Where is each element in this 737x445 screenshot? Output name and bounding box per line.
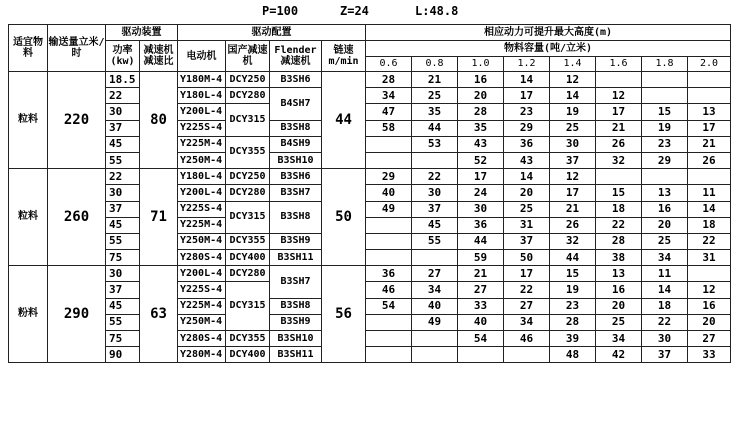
height-cell: 11 — [642, 266, 688, 282]
height-cell: 30 — [550, 136, 596, 152]
height-cell — [642, 169, 688, 185]
motor-cell: Y225M-4 — [178, 136, 226, 152]
height-cell: 20 — [458, 88, 504, 104]
height-cell: 28 — [366, 72, 412, 88]
height-cell: 37 — [550, 152, 596, 168]
table-row — [9, 250, 731, 266]
height-cell: 33 — [458, 298, 504, 314]
height-cell: 12 — [688, 282, 731, 298]
height-cell: 27 — [458, 282, 504, 298]
ratio-cell: 71 — [140, 169, 178, 266]
domestic-reducer-cell: DCY315 — [226, 104, 270, 136]
height-cell: 18 — [596, 201, 642, 217]
power-cell: 55 — [106, 233, 140, 249]
header-drive-device: 驱动装置 — [106, 25, 178, 41]
motor-cell: Y280S-4 — [178, 250, 226, 266]
height-cell: 54 — [458, 331, 504, 347]
table-row — [9, 217, 731, 233]
height-cell: 22 — [504, 282, 550, 298]
height-cell: 32 — [550, 233, 596, 249]
height-cell: 37 — [642, 347, 688, 363]
height-cell: 17 — [596, 104, 642, 120]
height-cell — [366, 347, 412, 363]
height-cell: 31 — [688, 250, 731, 266]
height-cell: 37 — [504, 233, 550, 249]
domestic-reducer-cell: DCY400 — [226, 347, 270, 363]
capacity-cell: 220 — [48, 72, 106, 169]
header-motor: 电动机 — [178, 41, 226, 72]
motor-cell: Y225S-4 — [178, 282, 226, 298]
height-cell: 19 — [642, 120, 688, 136]
height-cell: 25 — [596, 314, 642, 330]
height-cell: 42 — [596, 347, 642, 363]
height-cell: 31 — [504, 217, 550, 233]
height-cell — [688, 266, 731, 282]
height-cell: 44 — [550, 250, 596, 266]
height-cell: 44 — [412, 120, 458, 136]
height-cell: 25 — [412, 88, 458, 104]
height-cell: 28 — [596, 233, 642, 249]
height-cell: 38 — [596, 250, 642, 266]
height-cell: 14 — [688, 201, 731, 217]
height-cell: 46 — [504, 331, 550, 347]
height-cell: 21 — [412, 72, 458, 88]
motor-cell: Y280S-4 — [178, 331, 226, 347]
height-cell: 29 — [366, 169, 412, 185]
height-cell: 29 — [504, 120, 550, 136]
header-max-height: 相应动力可提升最大高度(m) — [366, 25, 731, 41]
height-cell: 30 — [642, 331, 688, 347]
height-cell: 40 — [366, 185, 412, 201]
power-cell: 22 — [106, 88, 140, 104]
height-cell: 20 — [596, 298, 642, 314]
height-cell: 17 — [504, 88, 550, 104]
height-cell: 22 — [596, 217, 642, 233]
power-cell: 18.5 — [106, 72, 140, 88]
height-cell: 33 — [688, 347, 731, 363]
flender-reducer-cell: B3SH10 — [270, 152, 322, 168]
density-header-cell: 1.6 — [596, 57, 642, 72]
motor-cell: Y225S-4 — [178, 120, 226, 136]
height-cell: 40 — [458, 314, 504, 330]
table-row — [9, 314, 731, 330]
height-cell: 35 — [458, 120, 504, 136]
domestic-reducer-cell: DCY400 — [226, 250, 270, 266]
height-cell: 48 — [550, 347, 596, 363]
table-row — [9, 201, 731, 217]
height-cell: 15 — [550, 266, 596, 282]
density-header-cell: 1.0 — [458, 57, 504, 72]
table-row — [9, 72, 731, 88]
height-cell: 49 — [366, 201, 412, 217]
height-cell: 43 — [458, 136, 504, 152]
height-cell: 52 — [458, 152, 504, 168]
height-cell — [504, 347, 550, 363]
height-cell: 15 — [596, 185, 642, 201]
flender-reducer-cell: B4SH7 — [270, 88, 322, 120]
height-cell: 50 — [504, 250, 550, 266]
height-cell: 20 — [504, 185, 550, 201]
flender-reducer-cell: B3SH7 — [270, 266, 322, 298]
table-row — [9, 136, 731, 152]
height-cell: 34 — [642, 250, 688, 266]
height-cell: 21 — [550, 201, 596, 217]
height-cell: 17 — [458, 169, 504, 185]
power-cell: 55 — [106, 314, 140, 330]
motor-cell: Y250M-4 — [178, 152, 226, 168]
height-cell — [366, 331, 412, 347]
table-row — [9, 169, 731, 185]
header-drive-config: 驱动配置 — [178, 25, 366, 41]
height-cell: 18 — [688, 217, 731, 233]
domestic-reducer-cell: DCY250 — [226, 169, 270, 185]
height-cell: 34 — [504, 314, 550, 330]
power-cell: 30 — [106, 266, 140, 282]
capacity-cell: 260 — [48, 169, 106, 266]
flender-reducer-cell: B3SH6 — [270, 72, 322, 88]
flender-reducer-cell: B3SH7 — [270, 185, 322, 201]
motor-cell: Y180M-4 — [178, 72, 226, 88]
motor-cell: Y225M-4 — [178, 217, 226, 233]
motor-cell: Y225S-4 — [178, 201, 226, 217]
table-row — [9, 152, 731, 168]
header-material: 适宜物料 — [9, 25, 48, 72]
flender-reducer-cell: B3SH9 — [270, 314, 322, 330]
height-cell: 16 — [458, 72, 504, 88]
power-cell: 37 — [106, 201, 140, 217]
height-cell: 12 — [550, 169, 596, 185]
height-cell: 26 — [596, 136, 642, 152]
height-cell: 30 — [458, 201, 504, 217]
height-cell: 37 — [412, 201, 458, 217]
material-cell: 粒料 — [9, 72, 48, 169]
height-cell: 43 — [504, 152, 550, 168]
flender-reducer-cell: B3SH8 — [270, 201, 322, 233]
height-cell: 58 — [366, 120, 412, 136]
ratio-cell: 80 — [140, 72, 178, 169]
height-cell: 25 — [504, 201, 550, 217]
height-cell: 20 — [642, 217, 688, 233]
density-header-cell: 0.8 — [412, 57, 458, 72]
height-cell: 53 — [412, 136, 458, 152]
motor-cell: Y200L-4 — [178, 185, 226, 201]
height-cell — [412, 250, 458, 266]
motor-cell: Y200L-4 — [178, 104, 226, 120]
height-cell: 34 — [366, 88, 412, 104]
height-cell — [412, 152, 458, 168]
capacity-cell: 290 — [48, 266, 106, 363]
height-cell: 21 — [688, 136, 731, 152]
flender-reducer-cell: B4SH9 — [270, 136, 322, 152]
height-cell — [366, 250, 412, 266]
height-cell — [642, 72, 688, 88]
motor-cell: Y180L-4 — [178, 169, 226, 185]
height-cell: 19 — [550, 104, 596, 120]
height-cell: 34 — [412, 282, 458, 298]
motor-cell: Y250M-4 — [178, 233, 226, 249]
domestic-reducer-cell: DCY315 — [226, 282, 270, 331]
height-cell — [366, 314, 412, 330]
motor-cell: Y250M-4 — [178, 314, 226, 330]
power-cell: 90 — [106, 347, 140, 363]
height-cell: 15 — [642, 104, 688, 120]
height-cell: 55 — [412, 233, 458, 249]
height-cell: 22 — [412, 169, 458, 185]
domestic-reducer-cell: DCY315 — [226, 201, 270, 233]
height-cell: 25 — [550, 120, 596, 136]
table-row — [9, 282, 731, 298]
height-cell: 30 — [412, 185, 458, 201]
height-cell: 20 — [688, 314, 731, 330]
height-cell: 34 — [596, 331, 642, 347]
height-cell — [366, 233, 412, 249]
height-cell — [366, 152, 412, 168]
table-row — [9, 331, 731, 347]
height-cell: 40 — [412, 298, 458, 314]
flender-reducer-cell: B3SH11 — [270, 347, 322, 363]
height-cell: 24 — [458, 185, 504, 201]
height-cell: 47 — [366, 104, 412, 120]
power-cell: 37 — [106, 120, 140, 136]
height-cell: 36 — [366, 266, 412, 282]
density-header-cell: 1.2 — [504, 57, 550, 72]
ratio-cell: 63 — [140, 266, 178, 363]
power-cell: 55 — [106, 152, 140, 168]
motor-cell: Y200L-4 — [178, 266, 226, 282]
header-ratio: 减速机减速比 — [140, 41, 178, 72]
table-row — [9, 347, 731, 363]
material-cell: 粉料 — [9, 266, 48, 363]
domestic-reducer-cell: DCY280 — [226, 185, 270, 201]
density-header-cell: 0.6 — [366, 57, 412, 72]
flender-reducer-cell: B3SH9 — [270, 233, 322, 249]
domestic-reducer-cell: DCY250 — [226, 72, 270, 88]
density-header-cell: 2.0 — [688, 57, 731, 72]
height-cell — [366, 136, 412, 152]
height-cell: 36 — [504, 136, 550, 152]
height-cell: 11 — [688, 185, 731, 201]
domestic-reducer-cell: DCY355 — [226, 233, 270, 249]
height-cell: 45 — [412, 217, 458, 233]
height-cell: 59 — [458, 250, 504, 266]
height-cell — [688, 88, 731, 104]
height-cell: 16 — [688, 298, 731, 314]
height-cell — [412, 331, 458, 347]
table-row — [9, 120, 731, 136]
header-chain-speed: 链速m/min — [322, 41, 366, 72]
height-cell: 23 — [642, 136, 688, 152]
parameter-line — [0, 4, 737, 18]
height-cell: 29 — [642, 152, 688, 168]
domestic-reducer-cell: DCY280 — [226, 88, 270, 104]
density-header-cell: 1.4 — [550, 57, 596, 72]
teeth-param: Z=24 — [340, 4, 369, 18]
density-header-cell: 1.8 — [642, 57, 688, 72]
power-cell: 30 — [106, 104, 140, 120]
height-cell — [688, 169, 731, 185]
header-flender-reducer: Flender减速机 — [270, 41, 322, 72]
height-cell — [412, 347, 458, 363]
height-cell: 17 — [550, 185, 596, 201]
header-density: 物料容量(吨/立米) — [366, 41, 731, 57]
height-cell: 25 — [642, 233, 688, 249]
height-cell: 46 — [366, 282, 412, 298]
height-cell: 22 — [642, 314, 688, 330]
height-cell: 17 — [688, 120, 731, 136]
length-param: L:48.8 — [415, 4, 459, 18]
domestic-reducer-cell: DCY355 — [226, 136, 270, 168]
header-domestic-reducer: 国产减速机 — [226, 41, 270, 72]
height-cell: 16 — [596, 282, 642, 298]
height-cell: 32 — [596, 152, 642, 168]
power-cell: 75 — [106, 250, 140, 266]
chain-speed-cell: 56 — [322, 266, 366, 363]
height-cell: 17 — [504, 266, 550, 282]
material-cell: 粒料 — [9, 169, 48, 266]
height-cell: 19 — [550, 282, 596, 298]
height-cell: 27 — [688, 331, 731, 347]
table-row — [9, 298, 731, 314]
motor-cell: Y280M-4 — [178, 347, 226, 363]
height-cell: 28 — [550, 314, 596, 330]
height-cell: 13 — [688, 104, 731, 120]
height-cell: 27 — [504, 298, 550, 314]
table-row — [9, 88, 731, 104]
height-cell — [596, 169, 642, 185]
height-cell: 26 — [550, 217, 596, 233]
flender-reducer-cell: B3SH8 — [270, 120, 322, 136]
height-cell: 39 — [550, 331, 596, 347]
height-cell: 49 — [412, 314, 458, 330]
power-cell: 37 — [106, 282, 140, 298]
table-row — [9, 185, 731, 201]
height-cell: 12 — [550, 72, 596, 88]
power-cell: 22 — [106, 169, 140, 185]
height-cell: 28 — [458, 104, 504, 120]
height-cell: 18 — [642, 298, 688, 314]
pitch-param: P=100 — [262, 4, 299, 18]
height-cell: 14 — [504, 169, 550, 185]
flender-reducer-cell: B3SH11 — [270, 250, 322, 266]
height-cell — [642, 88, 688, 104]
height-cell: 14 — [642, 282, 688, 298]
height-cell: 22 — [688, 233, 731, 249]
domestic-reducer-cell: DCY280 — [226, 266, 270, 282]
flender-reducer-cell: B3SH6 — [270, 169, 322, 185]
height-cell: 54 — [366, 298, 412, 314]
power-cell: 45 — [106, 217, 140, 233]
power-cell: 45 — [106, 298, 140, 314]
height-cell: 36 — [458, 217, 504, 233]
height-cell — [596, 72, 642, 88]
motor-cell: Y180L-4 — [178, 88, 226, 104]
power-cell: 30 — [106, 185, 140, 201]
height-cell: 14 — [504, 72, 550, 88]
table-row — [9, 104, 731, 120]
height-cell — [458, 347, 504, 363]
power-cell: 45 — [106, 136, 140, 152]
domestic-reducer-cell: DCY355 — [226, 331, 270, 347]
height-cell: 44 — [458, 233, 504, 249]
elevator-spec-table — [8, 24, 731, 363]
chain-speed-cell: 50 — [322, 169, 366, 266]
table-row — [9, 233, 731, 249]
height-cell: 27 — [412, 266, 458, 282]
flender-reducer-cell: B3SH8 — [270, 298, 322, 314]
height-cell: 23 — [504, 104, 550, 120]
power-cell: 75 — [106, 331, 140, 347]
height-cell: 16 — [642, 201, 688, 217]
height-cell: 12 — [596, 88, 642, 104]
table-row — [9, 266, 731, 282]
header-capacity: 输送量立米/时 — [48, 25, 106, 72]
height-cell: 23 — [550, 298, 596, 314]
height-cell: 14 — [550, 88, 596, 104]
height-cell: 13 — [642, 185, 688, 201]
height-cell: 13 — [596, 266, 642, 282]
height-cell: 26 — [688, 152, 731, 168]
flender-reducer-cell: B3SH10 — [270, 331, 322, 347]
height-cell: 21 — [458, 266, 504, 282]
height-cell: 35 — [412, 104, 458, 120]
motor-cell: Y225M-4 — [178, 298, 226, 314]
height-cell: 21 — [596, 120, 642, 136]
header-power: 功率(kw) — [106, 41, 140, 72]
chain-speed-cell: 44 — [322, 72, 366, 169]
height-cell — [688, 72, 731, 88]
height-cell — [366, 217, 412, 233]
